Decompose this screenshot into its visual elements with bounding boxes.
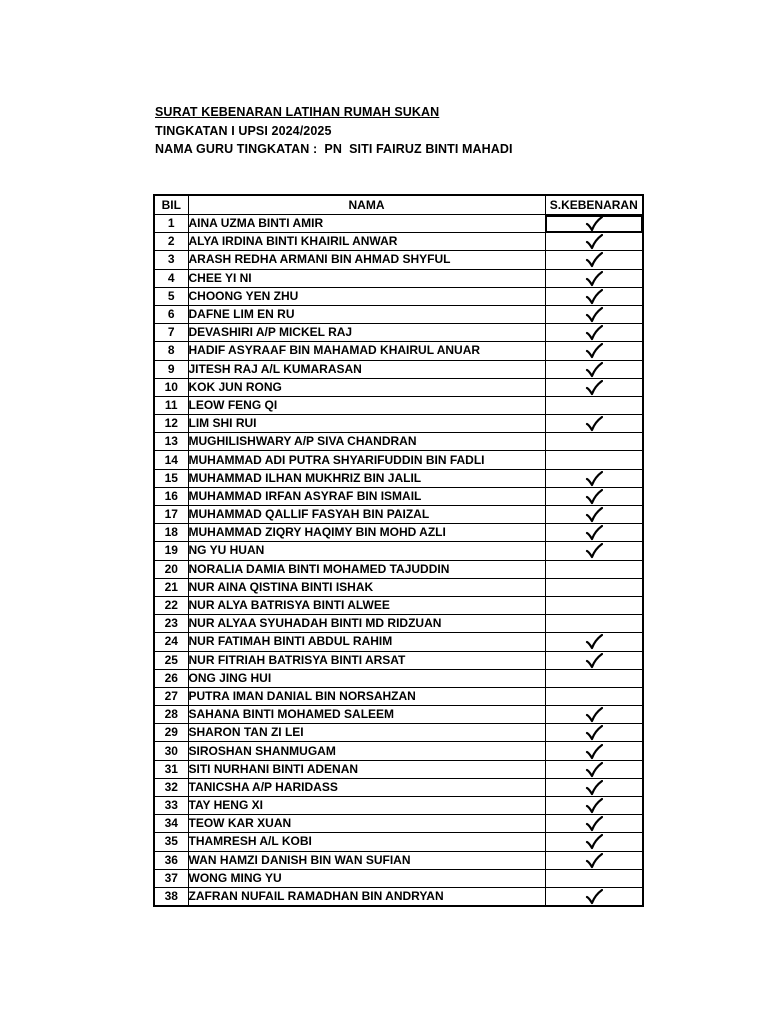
student-name: NUR AINA QISTINA BINTI ISHAK	[188, 578, 545, 596]
table-row	[154, 415, 643, 433]
student-name: MUGHILISHWARY A/P SIVA CHANDRAN	[188, 433, 545, 451]
student-name: MUHAMMAD QALLIF FASYAH BIN PAIZAL	[188, 506, 545, 524]
permission-cell[interactable]	[545, 324, 643, 342]
table-row	[154, 615, 643, 633]
row-number: 31	[154, 760, 188, 778]
permission-cell[interactable]	[545, 633, 643, 651]
student-name: DEVASHIRI A/P MICKEL RAJ	[188, 324, 545, 342]
table-row	[154, 596, 643, 614]
student-name: THAMRESH A/L KOBI	[188, 833, 545, 851]
row-number: 17	[154, 506, 188, 524]
student-name: LIM SHI RUI	[188, 415, 545, 433]
table-row	[154, 378, 643, 396]
permission-cell[interactable]	[545, 651, 643, 669]
table-body	[154, 215, 643, 907]
permission-cell[interactable]	[545, 524, 643, 542]
table-row	[154, 342, 643, 360]
student-name: SHARON TAN ZI LEI	[188, 724, 545, 742]
row-number: 13	[154, 433, 188, 451]
checkmark-icon	[585, 707, 603, 723]
class-line: TINGKATAN I UPSI 2024/2025	[155, 123, 332, 138]
row-number: 38	[154, 887, 188, 906]
permission-cell[interactable]	[545, 833, 643, 851]
table-row	[154, 851, 643, 869]
row-number: 12	[154, 415, 188, 433]
checkmark-icon	[585, 416, 603, 432]
row-number: 22	[154, 596, 188, 614]
student-name: KOK JUN RONG	[188, 378, 545, 396]
table-row	[154, 305, 643, 323]
student-name: MUHAMMAD ILHAN MUKHRIZ BIN JALIL	[188, 469, 545, 487]
row-number: 8	[154, 342, 188, 360]
row-number: 20	[154, 560, 188, 578]
table-row	[154, 215, 643, 233]
permission-cell[interactable]	[545, 815, 643, 833]
permission-cell[interactable]	[545, 233, 643, 251]
teacher-line: NAMA GURU TINGKATAN : PN SITI FAIRUZ BINTI MAHADI	[155, 142, 513, 156]
row-number: 32	[154, 778, 188, 796]
student-name: TAY HENG XI	[188, 797, 545, 815]
student-name: ARASH REDHA ARMANI BIN AHMAD SHYFUL	[188, 251, 545, 269]
row-number: 14	[154, 451, 188, 469]
student-name: WONG MING YU	[188, 869, 545, 887]
table-row	[154, 669, 643, 687]
table-row	[154, 706, 643, 724]
permission-cell[interactable]	[545, 742, 643, 760]
row-number: 11	[154, 396, 188, 414]
table-row	[154, 687, 643, 705]
permission-cell[interactable]	[545, 760, 643, 778]
student-name: SIROSHAN SHANMUGAM	[188, 742, 545, 760]
student-name: SAHANA BINTI MOHAMED SALEEM	[188, 706, 545, 724]
student-name: NUR ALYAA SYUHADAH BINTI MD RIDZUAN	[188, 615, 545, 633]
row-number: 15	[154, 469, 188, 487]
permission-cell[interactable]	[545, 578, 643, 596]
row-number: 37	[154, 869, 188, 887]
checkmark-icon	[585, 762, 603, 778]
checkmark-icon	[585, 543, 603, 559]
table-row	[154, 797, 643, 815]
checkmark-icon	[585, 889, 603, 905]
permission-cell[interactable]	[545, 469, 643, 487]
row-number: 34	[154, 815, 188, 833]
row-number: 24	[154, 633, 188, 651]
document-header	[155, 103, 513, 159]
permission-cell[interactable]	[545, 251, 643, 269]
student-name: NG YU HUAN	[188, 542, 545, 560]
checkmark-icon	[585, 507, 603, 523]
row-number: 1	[154, 215, 188, 233]
checkmark-icon	[585, 853, 603, 869]
checkmark-icon	[585, 798, 603, 814]
permission-cell[interactable]	[545, 706, 643, 724]
student-name: ALYA IRDINA BINTI KHAIRIL ANWAR	[188, 233, 545, 251]
table-row	[154, 724, 643, 742]
row-number: 10	[154, 378, 188, 396]
row-number: 35	[154, 833, 188, 851]
table-row	[154, 433, 643, 451]
checkmark-icon	[585, 744, 603, 760]
checkmark-icon	[585, 307, 603, 323]
row-number: 16	[154, 487, 188, 505]
table-row	[154, 269, 643, 287]
row-number: 3	[154, 251, 188, 269]
student-name: MUHAMMAD ZIQRY HAQIMY BIN MOHD AZLI	[188, 524, 545, 542]
table-row	[154, 451, 643, 469]
row-number: 21	[154, 578, 188, 596]
row-number: 9	[154, 360, 188, 378]
row-number: 6	[154, 305, 188, 323]
student-name: MUHAMMAD ADI PUTRA SHYARIFUDDIN BIN FADLI	[188, 451, 545, 469]
permission-cell[interactable]	[545, 797, 643, 815]
student-name: AINA UZMA BINTI AMIR	[188, 215, 545, 233]
row-number: 25	[154, 651, 188, 669]
table-row	[154, 396, 643, 414]
permission-cell[interactable]	[545, 669, 643, 687]
checkmark-icon	[585, 725, 603, 741]
permission-cell[interactable]	[545, 596, 643, 614]
table-row	[154, 560, 643, 578]
table-row	[154, 360, 643, 378]
permission-cell[interactable]	[545, 415, 643, 433]
checkmark-icon	[585, 780, 603, 796]
row-number: 27	[154, 687, 188, 705]
permission-cell[interactable]	[545, 269, 643, 287]
table-row	[154, 506, 643, 524]
table-row	[154, 633, 643, 651]
table-row	[154, 578, 643, 596]
table-row	[154, 778, 643, 796]
column-header-bil: BIL	[154, 195, 188, 215]
student-name: WAN HAMZI DANISH BIN WAN SUFIAN	[188, 851, 545, 869]
permission-cell[interactable]	[545, 215, 643, 233]
student-name: ZAFRAN NUFAIL RAMADHAN BIN ANDRYAN	[188, 887, 545, 906]
row-number: 28	[154, 706, 188, 724]
checkmark-icon	[585, 471, 603, 487]
permission-cell[interactable]	[545, 887, 643, 906]
permission-cell[interactable]	[545, 542, 643, 560]
row-number: 18	[154, 524, 188, 542]
row-number: 2	[154, 233, 188, 251]
table-row	[154, 742, 643, 760]
student-name: NUR FITRIAH BATRISYA BINTI ARSAT	[188, 651, 545, 669]
checkmark-icon	[585, 834, 603, 850]
permission-cell[interactable]	[545, 451, 643, 469]
table-header-row	[154, 195, 643, 215]
table-row	[154, 542, 643, 560]
checkmark-icon	[585, 289, 603, 305]
table-row	[154, 760, 643, 778]
permission-cell[interactable]	[545, 378, 643, 396]
table-row	[154, 833, 643, 851]
student-name: SITI NURHANI BINTI ADENAN	[188, 760, 545, 778]
checkmark-icon	[585, 362, 603, 378]
checkmark-icon	[585, 216, 603, 232]
row-number: 4	[154, 269, 188, 287]
permission-cell[interactable]	[545, 342, 643, 360]
permission-cell[interactable]	[545, 287, 643, 305]
document-title: SURAT KEBENARAN LATIHAN RUMAH SUKAN	[155, 105, 440, 119]
permission-cell[interactable]	[545, 487, 643, 505]
row-number: 5	[154, 287, 188, 305]
table-row	[154, 487, 643, 505]
student-name: DAFNE LIM EN RU	[188, 305, 545, 323]
permission-cell[interactable]	[545, 687, 643, 705]
student-name: CHEE YI NI	[188, 269, 545, 287]
permission-cell[interactable]	[545, 433, 643, 451]
checkmark-icon	[585, 634, 603, 650]
permission-cell[interactable]	[545, 851, 643, 869]
permission-cell[interactable]	[545, 360, 643, 378]
table-row	[154, 233, 643, 251]
checkmark-icon	[585, 234, 603, 250]
permission-cell[interactable]	[545, 778, 643, 796]
student-name: NORALIA DAMIA BINTI MOHAMED TAJUDDIN	[188, 560, 545, 578]
student-permission-table	[153, 194, 644, 907]
row-number: 26	[154, 669, 188, 687]
student-name: TEOW KAR XUAN	[188, 815, 545, 833]
student-name: HADIF ASYRAAF BIN MAHAMAD KHAIRUL ANUAR	[188, 342, 545, 360]
row-number: 23	[154, 615, 188, 633]
checkmark-icon	[585, 653, 603, 669]
table-row	[154, 815, 643, 833]
checkmark-icon	[585, 380, 603, 396]
row-number: 33	[154, 797, 188, 815]
student-name: PUTRA IMAN DANIAL BIN NORSAHZAN	[188, 687, 545, 705]
table-row	[154, 524, 643, 542]
table-row	[154, 651, 643, 669]
checkmark-icon	[585, 325, 603, 341]
table-row	[154, 287, 643, 305]
checkmark-icon	[585, 489, 603, 505]
permission-cell[interactable]	[545, 615, 643, 633]
table-row	[154, 324, 643, 342]
row-number: 19	[154, 542, 188, 560]
checkmark-icon	[585, 252, 603, 268]
table-row	[154, 887, 643, 906]
permission-cell[interactable]	[545, 724, 643, 742]
student-name: TANICSHA A/P HARIDASS	[188, 778, 545, 796]
row-number: 36	[154, 851, 188, 869]
table-row	[154, 869, 643, 887]
permission-cell[interactable]	[545, 396, 643, 414]
row-number: 29	[154, 724, 188, 742]
table-row	[154, 469, 643, 487]
permission-cell[interactable]	[545, 869, 643, 887]
permission-cell[interactable]	[545, 560, 643, 578]
checkmark-icon	[585, 816, 603, 832]
checkmark-icon	[585, 271, 603, 287]
student-name: JITESH RAJ A/L KUMARASAN	[188, 360, 545, 378]
permission-cell[interactable]	[545, 506, 643, 524]
checkmark-icon	[585, 343, 603, 359]
checkmark-icon	[585, 525, 603, 541]
student-name: NUR ALYA BATRISYA BINTI ALWEE	[188, 596, 545, 614]
row-number: 7	[154, 324, 188, 342]
student-name: MUHAMMAD IRFAN ASYRAF BIN ISMAIL	[188, 487, 545, 505]
permission-cell[interactable]	[545, 305, 643, 323]
student-name: LEOW FENG QI	[188, 396, 545, 414]
column-header-nama: NAMA	[188, 195, 545, 215]
row-number: 30	[154, 742, 188, 760]
student-name: CHOONG YEN ZHU	[188, 287, 545, 305]
student-name: ONG JING HUI	[188, 669, 545, 687]
table-row	[154, 251, 643, 269]
student-name: NUR FATIMAH BINTI ABDUL RAHIM	[188, 633, 545, 651]
column-header-kebenaran: S.KEBENARAN	[545, 195, 643, 215]
